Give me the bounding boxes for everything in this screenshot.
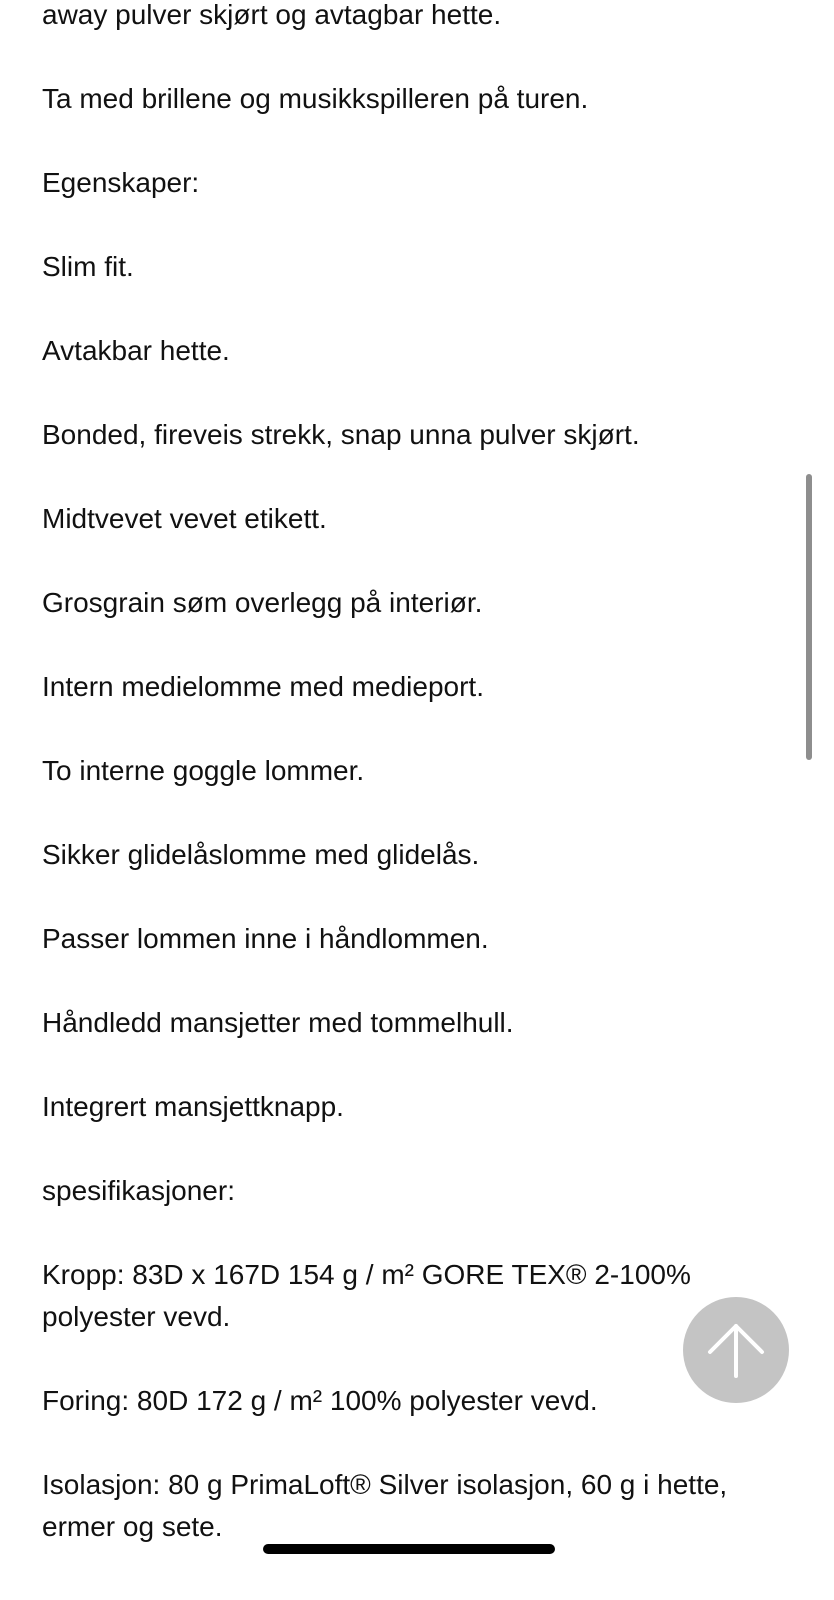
- spec-item: Foring: 80D 172 g / m² 100% polyester vevd.: [42, 1385, 598, 1416]
- spec-item: Isolasjon: 80 g PrimaLoft® Silver isolasjon, 60 g i hette, ermer og sete.: [42, 1469, 728, 1542]
- description-paragraph: Ta med brillene og musikkspilleren på turen.: [42, 83, 589, 114]
- spec-item: Kropp: 83D x 167D 154 g / m² GORE TEX® 2-100% polyester vevd.: [42, 1259, 691, 1332]
- feature-item: Intern medielomme med medieport.: [42, 671, 484, 702]
- feature-item: Avtakbar hette.: [42, 335, 230, 366]
- features-heading: Egenskaper:: [42, 167, 200, 198]
- feature-item: Grosgrain søm overlegg på interiør.: [42, 587, 483, 618]
- feature-item: Midtvevet vevet etikett.: [42, 503, 327, 534]
- vertical-scrollbar[interactable]: [806, 474, 812, 760]
- feature-item: Integrert mansjettknapp.: [42, 1091, 344, 1122]
- back-to-top-button[interactable]: [683, 1297, 789, 1403]
- feature-item: To interne goggle lommer.: [42, 755, 365, 786]
- specifications-heading: spesifikasjoner:: [42, 1175, 235, 1206]
- feature-item: Sikker glidelåslomme med glidelås.: [42, 839, 480, 870]
- description-paragraph: away pulver skjørt og avtagbar hette.: [42, 0, 502, 30]
- feature-item: Passer lommen inne i håndlommen.: [42, 923, 489, 954]
- feature-item: Håndledd mansjetter med tommelhull.: [42, 1007, 514, 1038]
- arrow-up-icon: [704, 1318, 768, 1382]
- feature-item: Bonded, fireveis strekk, snap unna pulver skjørt.: [42, 419, 640, 450]
- home-indicator: [263, 1544, 555, 1554]
- feature-item: Slim fit.: [42, 251, 134, 282]
- product-description: [42, 0, 762, 1590]
